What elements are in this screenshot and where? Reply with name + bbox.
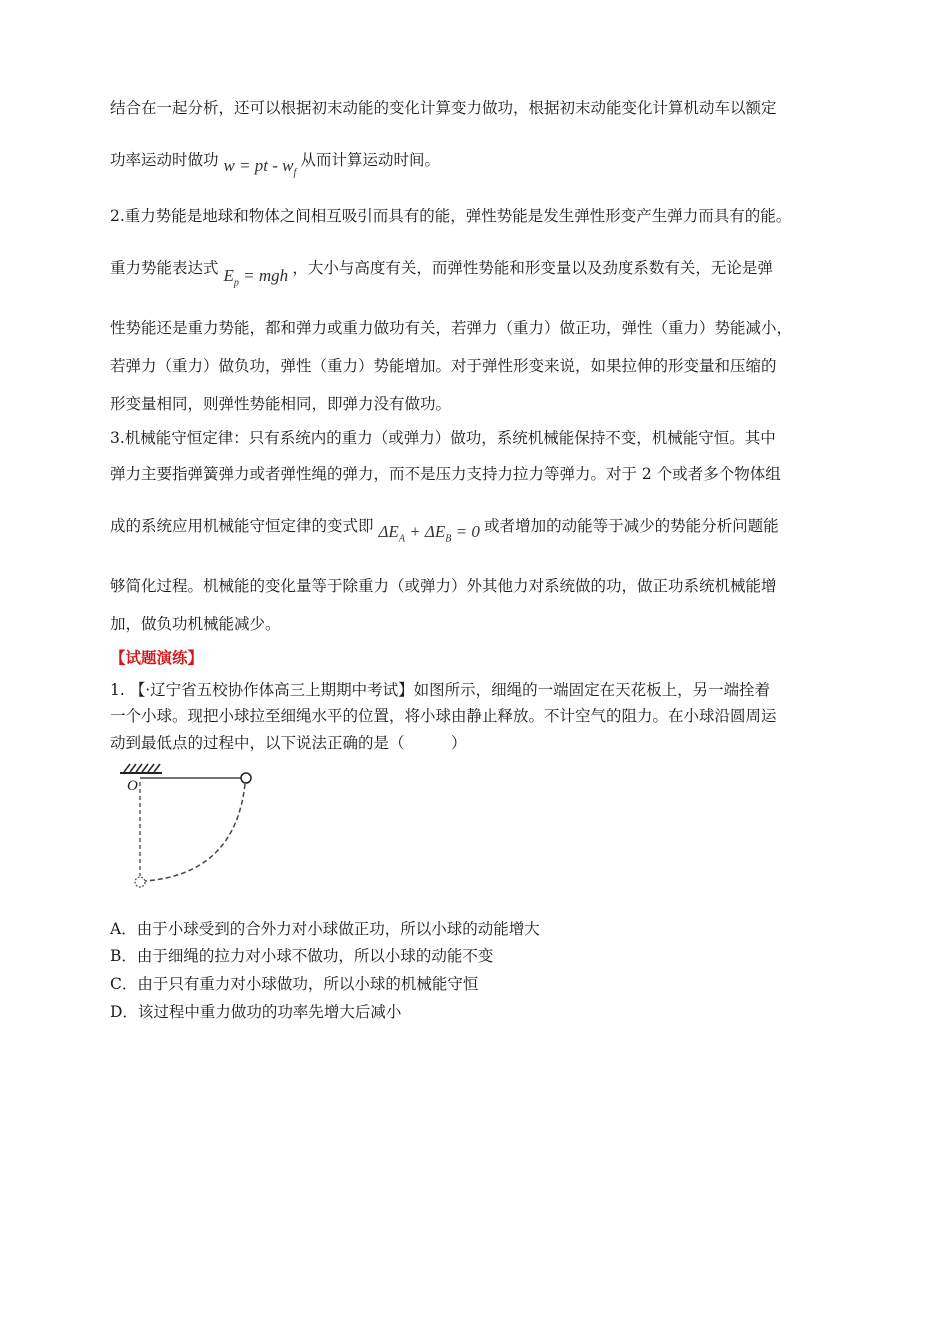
formula-main: w = pt - w (223, 156, 294, 175)
question-line-3: 动到最低点的过程中，以下说法正确的是（ ） (110, 734, 467, 752)
paragraph-2-line-1: 2.重力势能是地球和物体之间相互吸引而具有的能，弹性势能是发生弹性形变产生弹力而具有的能。 (110, 207, 792, 225)
paragraph-2-line-2 (110, 258, 773, 289)
paragraph-2-line-3: 性势能还是重力势能，都和弹力或重力做功有关，若弹力（重力）做正功，弹性（重力）势能减小， (110, 319, 793, 337)
paragraph-2-line-4: 若弹力（重力）做负功，弹性（重力）势能增加。对于弹性形变来说，如果拉伸的形变量和压缩的 (110, 357, 777, 375)
paragraph-2-line-5: 形变量相同，则弹性势能相同，即弹力没有做功。 (110, 395, 452, 413)
formula-subscript-b: B (445, 533, 452, 545)
paragraph-3-line-4: 够简化过程。机械能的变化量等于除重力（或弹力）外其他力对系统做的功，做正功系统机械能增 (110, 577, 777, 595)
text-segment: 重力势能表达式 (110, 259, 219, 277)
formula-subscript-a: A (398, 533, 405, 545)
trajectory-arc (145, 784, 245, 881)
paragraph-3-line-1: 3.机械能守恒定律：只有系统内的重力（或弹力）做功，系统机械能保持不变，机械能守恒。其中 (110, 429, 776, 447)
question-line-1: 1. 【·辽宁省五校协作体高三上期期中考试】如图所示，细绳的一端固定在天花板上，另一端拴着 (110, 681, 771, 699)
option-b: B．由于细绳的拉力对小球不做功，所以小球的动能不变 (110, 947, 494, 965)
pivot-label: O (127, 778, 138, 794)
paragraph-3-line-2: 弹力主要指弹簧弹力或者弹性绳的弹力，而不是压力支持力拉力等弹力。对于 2 个或者多个物体组 (110, 465, 781, 483)
formula-part-b: + ΔE (404, 522, 446, 541)
text-segment: ，大小与高度有关，而弹性势能和形变量以及劲度系数有关，无论是弹 (292, 259, 773, 277)
section-heading: 【试题演练】 (110, 648, 204, 667)
option-d: D．该过程中重力做功的功率先增大后减小 (110, 1003, 402, 1021)
potential-energy-formula (223, 266, 292, 289)
text-segment: 或者增加的动能等于减少的势能分析问题能 (484, 517, 779, 535)
ceiling-hatching (124, 764, 160, 772)
formula-part-a: ΔE (378, 522, 399, 541)
paragraph-1-line-2 (110, 150, 440, 177)
option-c: C．由于只有重力对小球做功，所以小球的机械能守恒 (110, 975, 479, 993)
paragraph-3-line-5: 加，做负功机械能减少。 (110, 615, 281, 633)
ball-end (135, 877, 145, 887)
paragraph-3-line-3 (110, 516, 779, 543)
text-segment: 成的系统应用机械能守恒定律的变式即 (110, 517, 374, 535)
formula-subscript: p (233, 277, 239, 289)
ball-start (241, 773, 251, 783)
pendulum-figure (110, 762, 270, 901)
option-a: A．由于小球受到的合外力对小球做正功，所以小球的动能增大 (110, 920, 540, 938)
pendulum-diagram (110, 762, 270, 897)
text-segment: 功率运动时做功 (110, 151, 219, 169)
work-formula (223, 156, 300, 179)
text-segment: 从而计算运动时间。 (300, 151, 441, 169)
paragraph-1-line-1: 结合在一起分析，还可以根据初末动能的变化计算变力做功，根据初末动能变化计算机动车以额定 (110, 99, 777, 117)
formula-E: E (223, 266, 234, 285)
energy-conservation-formula (378, 522, 484, 545)
formula-rest: = mgh (238, 266, 289, 285)
formula-subscript: f (293, 167, 297, 179)
question-line-2: 一个小球。现把小球拉至细绳水平的位置，将小球由静止释放。不计空气的阻力。在小球沿圆周运 (110, 707, 777, 725)
formula-end: = 0 (451, 522, 480, 541)
